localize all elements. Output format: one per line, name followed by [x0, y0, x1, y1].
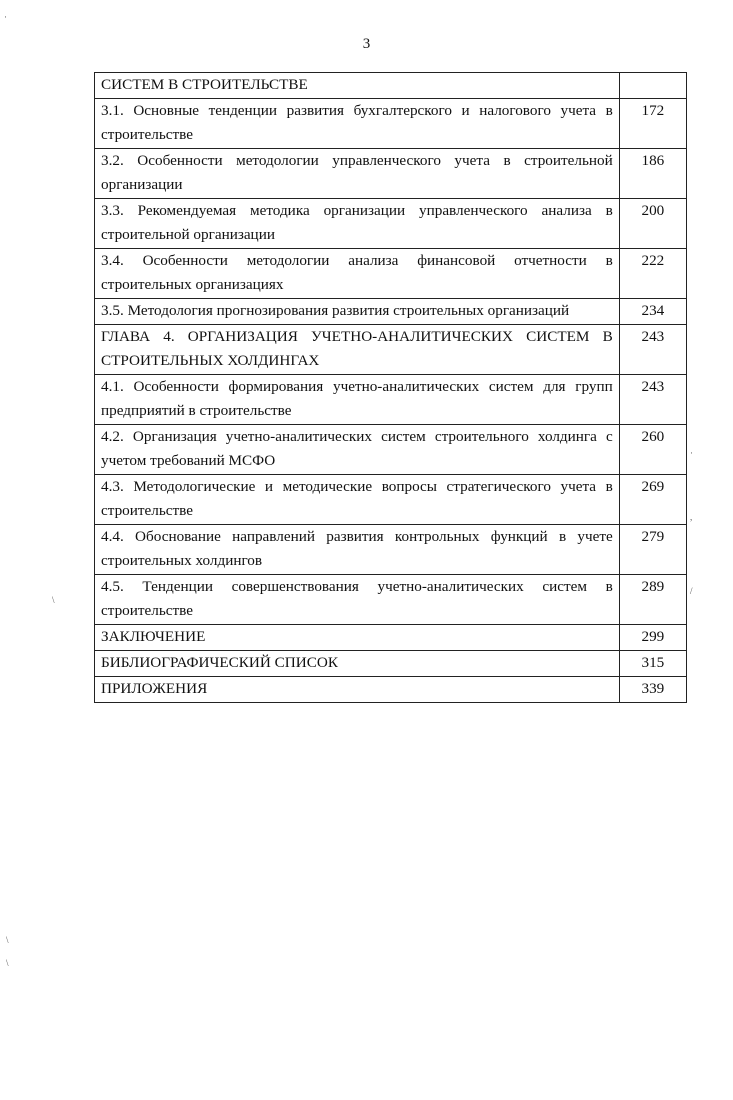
toc-row: [95, 475, 687, 525]
toc-entry-title: 3.3. Рекомендуемая методика организации управленческого анализа в строительной организации: [95, 199, 620, 249]
toc-row: [95, 625, 687, 651]
toc-row: [95, 149, 687, 199]
toc-row: [95, 73, 687, 99]
toc-entry-page: 289: [619, 575, 686, 625]
toc-row: [95, 325, 687, 375]
toc-entry-title: 3.2. Особенности методологии управленческого учета в строительной организации: [95, 149, 620, 199]
toc-entry-page: 200: [619, 199, 686, 249]
page-number: 3: [362, 36, 371, 52]
scan-speck: ,: [690, 512, 693, 522]
toc-row: [95, 199, 687, 249]
scan-speck: \: [6, 935, 9, 945]
toc-row: [95, 375, 687, 425]
toc-entry-page: 299: [619, 625, 686, 651]
toc-entry-title: 4.4. Обоснование направлений развития контрольных функций в учете строительных холдингов: [95, 525, 620, 575]
toc-entry-page: 339: [619, 677, 686, 703]
toc-entry-title: 4.1. Особенности формирования учетно-аналитических систем для групп предприятий в строительстве: [95, 375, 620, 425]
scan-speck: \: [6, 958, 9, 968]
toc-entry-page: 222: [619, 249, 686, 299]
toc-entry-title: 4.2. Организация учетно-аналитических систем строительного холдинга с учетом требований МСФО: [95, 425, 620, 475]
toc-entry-page: 186: [619, 149, 686, 199]
toc-entry-title: 3.1. Основные тенденции развития бухгалтерского и налогового учета в строительстве: [95, 99, 620, 149]
table-of-contents: [94, 72, 687, 703]
toc-entry-title: БИБЛИОГРАФИЧЕСКИЙ СПИСОК: [95, 651, 620, 677]
toc-entry-title: 4.5. Тенденции совершенствования учетно-аналитических систем в строительстве: [95, 575, 620, 625]
scan-speck: ·: [690, 448, 693, 458]
toc-entry-title: 3.4. Особенности методологии анализа финансовой отчетности в строительных организациях: [95, 249, 620, 299]
toc-entry-title: 4.3. Методологические и методические вопросы стратегического учета в строительстве: [95, 475, 620, 525]
toc-entry-page: 279: [619, 525, 686, 575]
toc-row: [95, 525, 687, 575]
toc-entry-page: 234: [619, 299, 686, 325]
scan-speck: \: [52, 595, 55, 605]
toc-entry-page: 269: [619, 475, 686, 525]
toc-row: [95, 677, 687, 703]
toc-entry-title: ЗАКЛЮЧЕНИЕ: [95, 625, 620, 651]
toc-row: [95, 299, 687, 325]
toc-entry-page: 260: [619, 425, 686, 475]
toc-row: [95, 651, 687, 677]
toc-entry-page: 315: [619, 651, 686, 677]
toc-row: [95, 249, 687, 299]
toc-entry-title: СИСТЕМ В СТРОИТЕЛЬСТВЕ: [95, 73, 620, 99]
toc-entry-title: 3.5. Методология прогнозирования развития строительных организаций: [95, 299, 620, 325]
toc-entry-title: ПРИЛОЖЕНИЯ: [95, 677, 620, 703]
toc-entry-page: 243: [619, 375, 686, 425]
toc-row: [95, 425, 687, 475]
scan-speck: /: [690, 586, 693, 596]
scan-speck: ·: [4, 12, 7, 22]
toc-entry-title: ГЛАВА 4. ОРГАНИЗАЦИЯ УЧЕТНО-АНАЛИТИЧЕСКИХ СИСТЕМ В СТРОИТЕЛЬНЫХ ХОЛДИНГАХ: [95, 325, 620, 375]
toc-row: [95, 99, 687, 149]
toc-entry-page: 172: [619, 99, 686, 149]
toc-entry-page: [619, 73, 686, 99]
toc-row: [95, 575, 687, 625]
toc-entry-page: 243: [619, 325, 686, 375]
